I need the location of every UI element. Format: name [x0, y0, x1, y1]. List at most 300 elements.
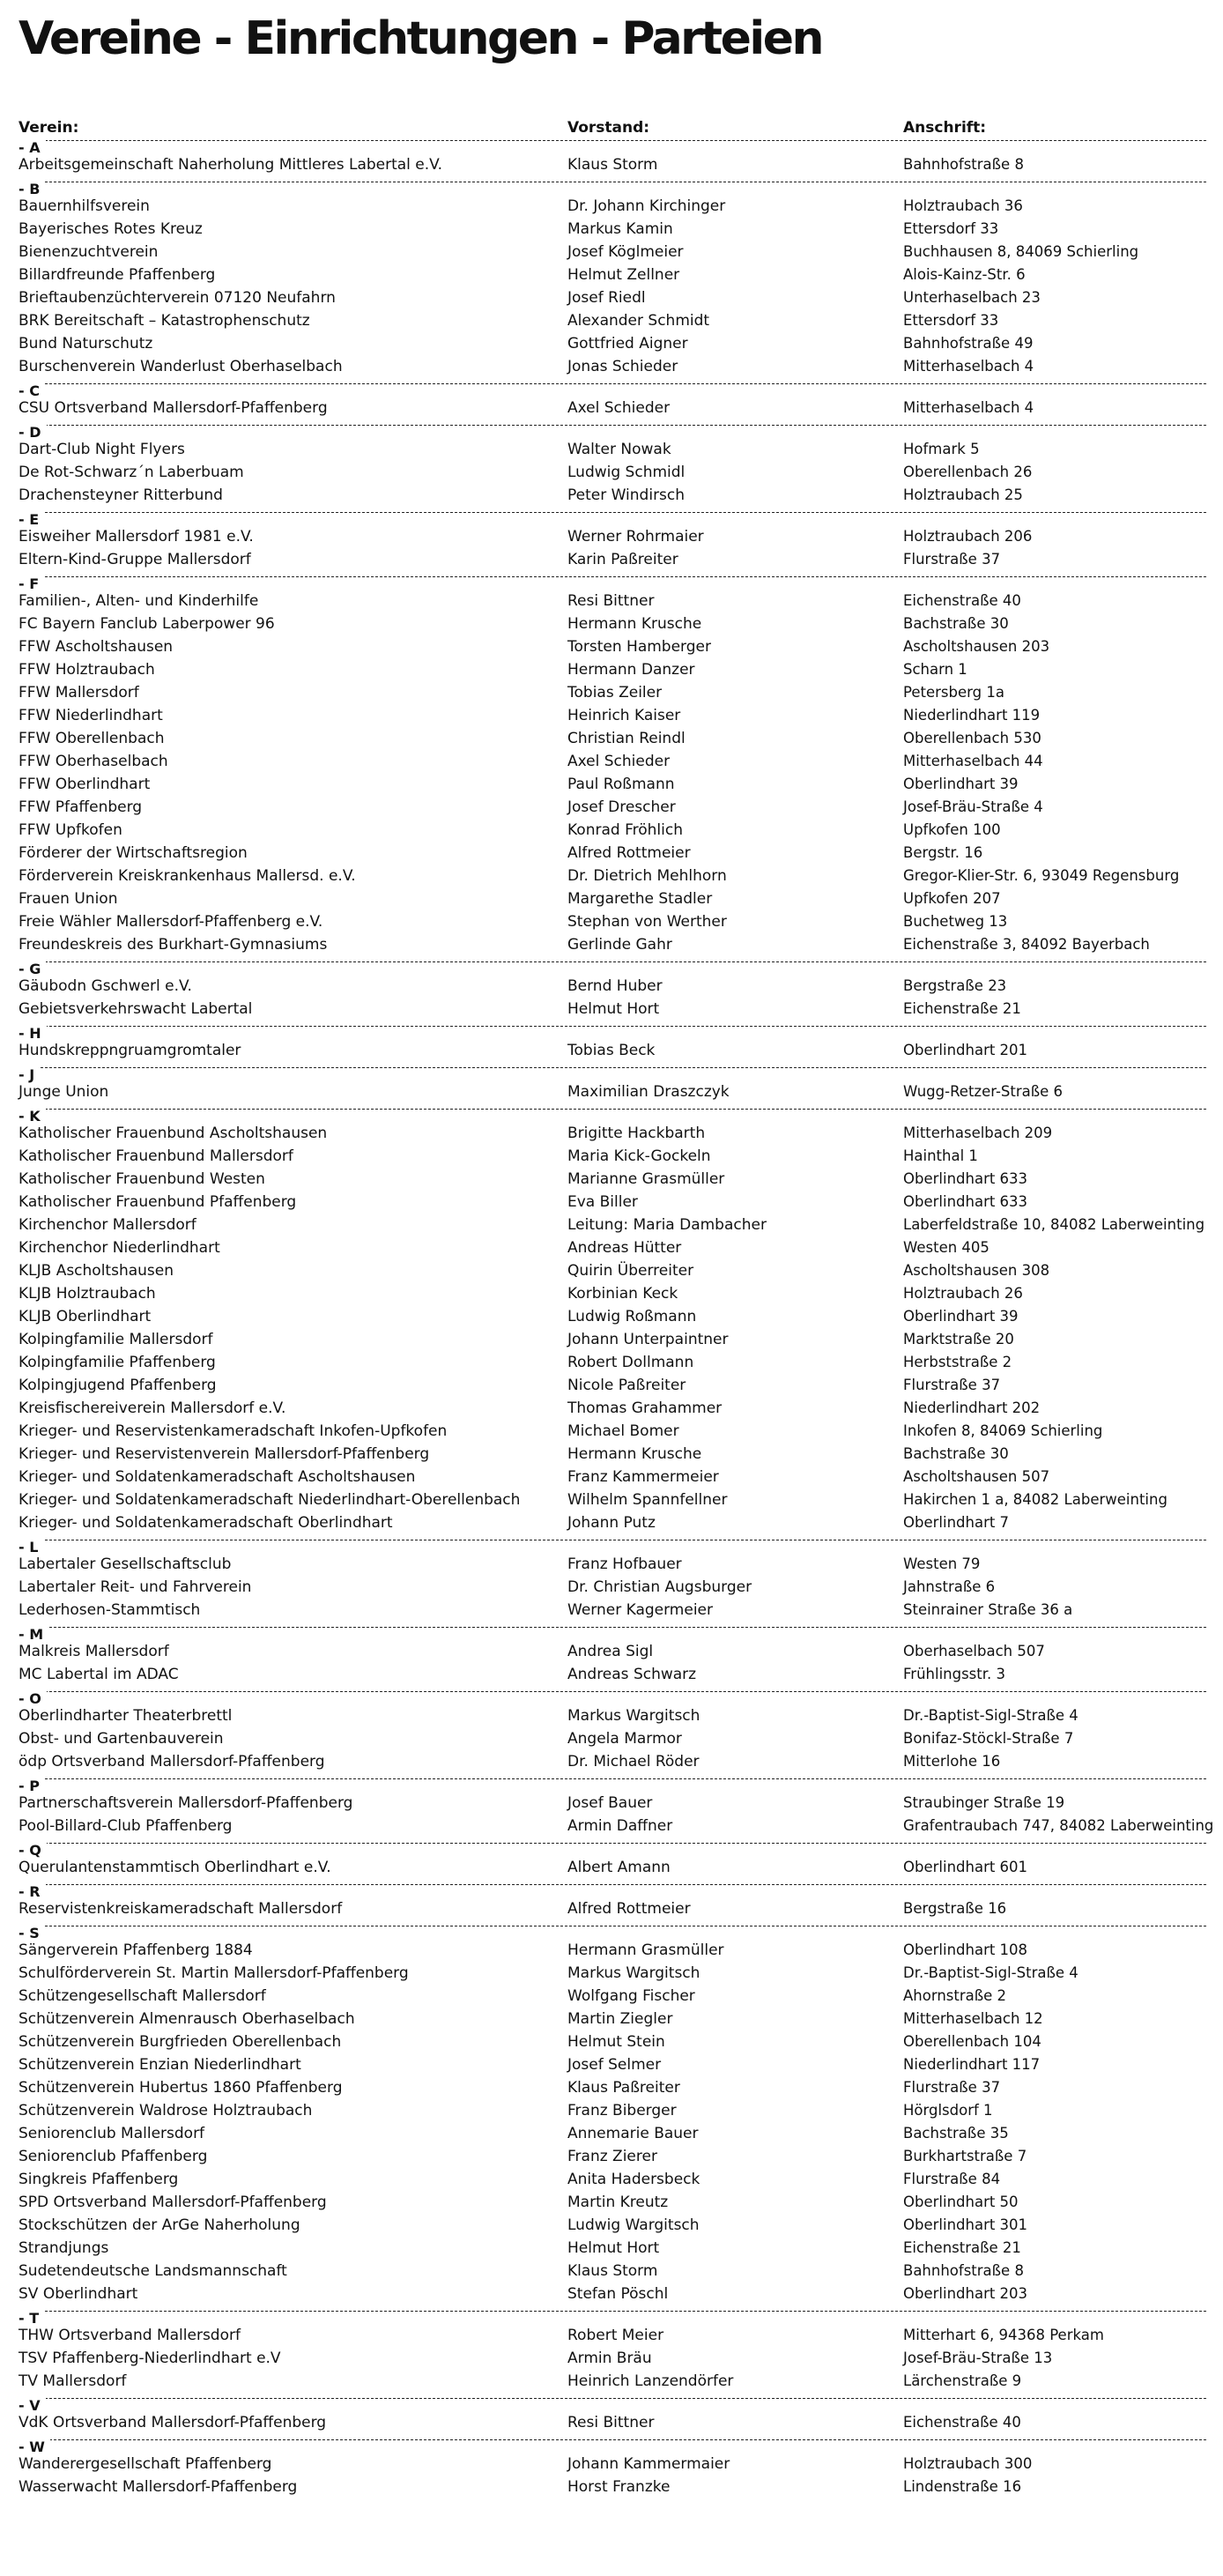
anschrift-address: Hainthal 1: [903, 1147, 978, 1164]
dashed-divider: [19, 1026, 1206, 1027]
table-row: [19, 1962, 1206, 1985]
verein-name: Drachensteyner Ritterbund: [19, 486, 223, 504]
table-row: [19, 2283, 1206, 2305]
table-row: [19, 887, 1206, 910]
vorstand-name: Brigitte Hackbarth: [567, 1125, 706, 1142]
section-letter: - A: [19, 140, 46, 156]
anschrift-address: Niederlindhart 202: [903, 1399, 1041, 1416]
table-row: [19, 484, 1206, 507]
anschrift-address: Steinrainer Straße 36 a: [903, 1601, 1073, 1618]
vorstand-name: Maria Kick-Gockeln: [567, 1147, 711, 1165]
verein-name: Kreisfischereiverein Mallersdorf e.V.: [19, 1399, 286, 1417]
verein-name: FFW Upfkofen: [19, 821, 122, 839]
vorstand-name: Marianne Grasmüller: [567, 1170, 725, 1188]
anschrift-address: Bachstraße 30: [903, 1445, 1009, 1462]
verein-name: Kolpingjugend Pfaffenberg: [19, 1377, 217, 1394]
section-header: [19, 1840, 1206, 1859]
anschrift-address: Dr.-Baptist-Sigl-Straße 4: [903, 1964, 1078, 1981]
vorstand-name: Klaus Storm: [567, 156, 658, 174]
vorstand-name: Maximilian Draszczyk: [567, 1083, 730, 1101]
vorstand-name: Werner Rohrmaier: [567, 528, 704, 546]
vorstand-name: Resi Bittner: [567, 592, 655, 610]
verein-name: Gebietsverkehrswacht Labertal: [19, 1000, 253, 1018]
verein-name: SV Oberlindhart: [19, 2285, 138, 2303]
verein-name: Obst- und Gartenbauverein: [19, 1730, 224, 1748]
verein-name: Labertaler Gesellschaftsclub: [19, 1555, 232, 1573]
table-row: [19, 286, 1206, 309]
verein-name: Lederhosen-Stammtisch: [19, 1601, 201, 1619]
anschrift-address: Oberlindhart 203: [903, 2285, 1028, 2302]
anschrift-address: Holztraubach 25: [903, 486, 1023, 503]
table-row: [19, 525, 1206, 548]
verein-name: FFW Oberlindhart: [19, 776, 151, 793]
table-row: [19, 1397, 1206, 1420]
verein-name: Partnerschaftsverein Mallersdorf-Pfaffenberg: [19, 1794, 353, 1812]
anschrift-address: Bergstraße 16: [903, 1900, 1007, 1917]
dashed-divider: [19, 2311, 1206, 2312]
vorstand-name: Franz Biberger: [567, 2102, 677, 2119]
verein-name: TSV Pfaffenberg-Niederlindhart e.V: [19, 2350, 281, 2367]
verein-name: Krieger- und Soldatenkameradschaft Niederlindhart-Oberellenbach: [19, 1491, 521, 1509]
anschrift-address: Jahnstraße 6: [903, 1578, 996, 1595]
verein-name: Schulförderverein St. Martin Mallersdorf-Pfaffenberg: [19, 1964, 409, 1982]
anschrift-address: Ascholtshausen 308: [903, 1262, 1050, 1279]
table-row: [19, 1488, 1206, 1511]
anschrift-address: Hofmark 5: [903, 441, 980, 457]
verein-name: Querulantenstammtisch Oberlindhart e.V.: [19, 1859, 331, 1876]
anschrift-address: Oberlindhart 301: [903, 2216, 1028, 2233]
verein-name: KLJB Oberlindhart: [19, 1308, 152, 1325]
verein-name: FFW Ascholtshausen: [19, 638, 174, 656]
anschrift-address: Niederlindhart 117: [903, 2056, 1041, 2073]
anschrift-address: Flurstraße 37: [903, 551, 1001, 568]
anschrift-address: Westen 79: [903, 1555, 981, 1572]
verein-name: Strandjungs: [19, 2239, 109, 2257]
verein-name: MC Labertal im ADAC: [19, 1666, 179, 1683]
section-header: [19, 1776, 1206, 1792]
table-row: [19, 1985, 1206, 2008]
table-row: [19, 796, 1206, 819]
verein-name: Krieger- und Soldatenkameradschaft Ascholtshausen: [19, 1468, 416, 1486]
verein-name: KLJB Ascholtshausen: [19, 1262, 174, 1280]
table-row: [19, 2476, 1206, 2498]
table-row: [19, 264, 1206, 286]
table-row: [19, 998, 1206, 1021]
table-row: [19, 2191, 1206, 2214]
anschrift-address: Gregor-Klier-Str. 6, 93049 Regensburg: [903, 867, 1180, 884]
vorstand-name: Leitung: Maria Dambacher: [567, 1216, 767, 1234]
vorstand-name: Konrad Fröhlich: [567, 821, 683, 839]
section-header: [19, 1065, 1206, 1083]
vorstand-name: Robert Meier: [567, 2327, 664, 2344]
vorstand-name: Alexander Schmidt: [567, 312, 710, 330]
table-row: [19, 1236, 1206, 1259]
verein-name: Katholischer Frauenbund Westen: [19, 1170, 265, 1188]
anschrift-address: Mitterlohe 16: [903, 1753, 1001, 1770]
dashed-divider: [19, 383, 1206, 384]
verein-name: Familien-, Alten- und Kinderhilfe: [19, 592, 259, 610]
section-header: [19, 959, 1206, 975]
verein-name: FFW Niederlindhart: [19, 707, 163, 724]
table-row: [19, 865, 1206, 887]
vorstand-name: Wolfgang Fischer: [567, 1987, 695, 2005]
verein-name: Malkreis Mallersdorf: [19, 1643, 169, 1660]
anschrift-address: Flurstraße 37: [903, 2079, 1001, 2096]
anschrift-address: Herbststraße 2: [903, 1354, 1012, 1370]
table-row: [19, 933, 1206, 956]
table-row: [19, 1511, 1206, 1534]
section-header: [19, 137, 1206, 156]
table-row: [19, 773, 1206, 796]
vorstand-name: Stephan von Werther: [567, 913, 727, 931]
table-row: [19, 727, 1206, 750]
anschrift-address: Scharn 1: [903, 661, 967, 678]
verein-name: Kolpingfamilie Pfaffenberg: [19, 1354, 216, 1371]
vorstand-name: Nicole Paßreiter: [567, 1377, 686, 1394]
vorstand-name: Quirin Überreiter: [567, 1262, 694, 1280]
anschrift-address: Laberfeldstraße 10, 84082 Laberweinting: [903, 1216, 1205, 1233]
vorstand-name: Martin Ziegler: [567, 2010, 673, 2028]
anschrift-address: Frühlingsstr. 3: [903, 1666, 1006, 1682]
anschrift-address: Westen 405: [903, 1239, 990, 1256]
section-header: [19, 1023, 1206, 1042]
section-letter: - M: [19, 1627, 48, 1643]
table-row: [19, 1122, 1206, 1145]
table-row: [19, 1599, 1206, 1622]
verein-name: Bauernhilfsverein: [19, 197, 150, 215]
anschrift-address: Lärchenstraße 9: [903, 2372, 1022, 2389]
vorstand-name: Andreas Hütter: [567, 1239, 682, 1257]
table-row: [19, 461, 1206, 484]
verein-name: Labertaler Reit- und Fahrverein: [19, 1578, 252, 1596]
vorstand-name: Paul Roßmann: [567, 776, 675, 793]
column-header-vorstand: Vorstand:: [567, 119, 650, 137]
section-header: [19, 179, 1206, 195]
vorstand-name: Peter Windirsch: [567, 486, 686, 504]
table-row: [19, 1420, 1206, 1443]
section-letter: - O: [19, 1691, 47, 1707]
section-letter: - D: [19, 425, 47, 441]
vorstand-name: Ludwig Wargitsch: [567, 2216, 700, 2234]
section-letter: - T: [19, 2311, 44, 2327]
table-row: [19, 1815, 1214, 1837]
verein-name: Junge Union: [19, 1083, 109, 1101]
anschrift-address: Mitterhaselbach 4: [903, 358, 1034, 375]
anschrift-address: Oberlindhart 50: [903, 2194, 1019, 2210]
anschrift-address: Eichenstraße 21: [903, 2239, 1021, 2256]
vorstand-name: Josef Drescher: [567, 798, 676, 816]
verein-name: Katholischer Frauenbund Ascholtshausen: [19, 1125, 328, 1142]
anschrift-address: Holztraubach 206: [903, 528, 1033, 545]
anschrift-address: Holztraubach 26: [903, 1285, 1023, 1302]
section-letter: - V: [19, 2398, 46, 2414]
table-row: [19, 1282, 1206, 1305]
verein-name: THW Ortsverband Mallersdorf: [19, 2327, 241, 2344]
vorstand-name: Franz Kammermeier: [567, 1468, 719, 1486]
verein-name: Bienenzuchtverein: [19, 243, 159, 261]
verein-name: FFW Pfaffenberg: [19, 798, 143, 816]
vorstand-name: Hermann Krusche: [567, 1445, 702, 1463]
vorstand-name: Thomas Grahammer: [567, 1399, 723, 1417]
anschrift-address: Burkhartstraße 7: [903, 2148, 1027, 2164]
table-row: [19, 2347, 1206, 2370]
table-row: [19, 2145, 1206, 2168]
anschrift-address: Eichenstraße 21: [903, 1000, 1021, 1017]
verein-name: FFW Holztraubach: [19, 661, 155, 679]
table-row: [19, 397, 1206, 419]
anschrift-address: Eichenstraße 40: [903, 592, 1021, 609]
anschrift-address: Bachstraße 35: [903, 2125, 1009, 2142]
verein-name: Dart-Club Night Flyers: [19, 441, 185, 458]
column-header-verein: Verein:: [19, 119, 79, 137]
anschrift-address: Oberellenbach 530: [903, 730, 1041, 746]
table-row: [19, 1792, 1206, 1815]
verein-name: Schützenverein Hubertus 1860 Pfaffenberg: [19, 2079, 343, 2097]
table-row: [19, 1576, 1206, 1599]
verein-name: Seniorenclub Pfaffenberg: [19, 2148, 208, 2165]
table-row: [19, 1750, 1206, 1773]
anschrift-address: Ahornstraße 2: [903, 1987, 1007, 2004]
vorstand-name: Hermann Danzer: [567, 661, 695, 679]
verein-name: CSU Ortsverband Mallersdorf-Pfaffenberg: [19, 399, 328, 417]
vorstand-name: Gerlinde Gahr: [567, 936, 672, 954]
vorstand-name: Jonas Schieder: [567, 358, 678, 375]
anschrift-address: Mitterhaselbach 44: [903, 753, 1043, 769]
vorstand-name: Josef Riedl: [567, 289, 646, 307]
verein-name: ödp Ortsverband Mallersdorf-Pfaffenberg: [19, 1753, 325, 1771]
table-row: [19, 1191, 1206, 1214]
section-header: [19, 1624, 1206, 1643]
verein-name: Gäubodn Gschwerl e.V.: [19, 977, 192, 995]
anschrift-address: Lindenstraße 16: [903, 2478, 1022, 2495]
vorstand-name: Walter Nowak: [567, 441, 671, 458]
anschrift-address: Mitterhaselbach 4: [903, 399, 1034, 416]
anschrift-address: Bahnhofstraße 49: [903, 335, 1034, 352]
table-row: [19, 910, 1206, 933]
vorstand-name: Josef Selmer: [567, 2056, 662, 2074]
verein-name: Schützenverein Burgfrieden Oberellenbach: [19, 2033, 342, 2051]
page-title: Vereine - Einrichtungen - Parteien: [19, 12, 823, 65]
verein-name: Seniorenclub Mallersdorf: [19, 2125, 205, 2142]
verein-name: Reservistenkreiskameradschaft Mallersdorf: [19, 1900, 343, 1918]
table-row: [19, 1259, 1206, 1282]
vorstand-name: Tobias Beck: [567, 1042, 656, 1059]
verein-name: Pool-Billard-Club Pfaffenberg: [19, 1817, 233, 1835]
table-row: [19, 2260, 1206, 2283]
table-row: [19, 2237, 1206, 2260]
section-letter: - E: [19, 512, 44, 528]
verein-name: Katholischer Frauenbund Mallersdorf: [19, 1147, 293, 1165]
table-row: [19, 1897, 1206, 1920]
table-row: [19, 309, 1206, 332]
verein-name: Wasserwacht Mallersdorf-Pfaffenberg: [19, 2478, 298, 2496]
verein-name: Kirchenchor Niederlindhart: [19, 1239, 220, 1257]
vorstand-name: Torsten Hamberger: [567, 638, 711, 656]
verein-name: Hundskreppngruamgromtaler: [19, 1042, 241, 1059]
verein-name: Singkreis Pfaffenberg: [19, 2171, 179, 2188]
anschrift-address: Ascholtshausen 507: [903, 1468, 1050, 1485]
verein-name: Bayerisches Rotes Kreuz: [19, 220, 203, 238]
verein-name: KLJB Holztraubach: [19, 1285, 156, 1303]
section-letter: - Q: [19, 1843, 47, 1859]
association-list: [19, 137, 1214, 2501]
verein-name: Schützenverein Enzian Niederlindhart: [19, 2056, 301, 2074]
vorstand-name: Dr. Johann Kirchinger: [567, 197, 726, 215]
vorstand-name: Christian Reindl: [567, 730, 686, 747]
table-row: [19, 2053, 1206, 2076]
anschrift-address: Oberlindhart 108: [903, 1941, 1028, 1958]
verein-name: Schützenverein Waldrose Holztraubach: [19, 2102, 313, 2119]
anschrift-address: Oberlindhart 7: [903, 1514, 1010, 1531]
table-row: [19, 750, 1206, 773]
table-row: [19, 842, 1206, 865]
anschrift-address: Oberlindhart 201: [903, 1042, 1028, 1058]
anschrift-address: Dr.-Baptist-Sigl-Straße 4: [903, 1707, 1078, 1724]
dashed-divider: [19, 1627, 1206, 1628]
section-letter: - S: [19, 1926, 45, 1941]
vorstand-name: Axel Schieder: [567, 399, 671, 417]
vorstand-name: Josef Köglmeier: [567, 243, 684, 261]
section-header: [19, 422, 1206, 441]
verein-name: Katholischer Frauenbund Pfaffenberg: [19, 1193, 297, 1211]
vorstand-name: Michael Bomer: [567, 1422, 679, 1440]
verein-name: SPD Ortsverband Mallersdorf-Pfaffenberg: [19, 2194, 327, 2211]
table-row: [19, 1374, 1206, 1397]
verein-name: Wanderergesellschaft Pfaffenberg: [19, 2455, 272, 2473]
table-row: [19, 241, 1206, 264]
table-row: [19, 1039, 1206, 1062]
table-row: [19, 1168, 1206, 1191]
table-row: [19, 2168, 1206, 2191]
anschrift-address: Upfkofen 207: [903, 890, 1001, 907]
table-row: [19, 2099, 1206, 2122]
table-row: [19, 1939, 1206, 1962]
anschrift-address: Bahnhofstraße 8: [903, 156, 1024, 173]
verein-name: VdK Ortsverband Mallersdorf-Pfaffenberg: [19, 2414, 327, 2431]
anschrift-address: Bonifaz-Stöckl-Straße 7: [903, 1730, 1074, 1747]
table-row: [19, 195, 1206, 218]
vorstand-name: Horst Franzke: [567, 2478, 671, 2496]
anschrift-address: Holztraubach 36: [903, 197, 1023, 214]
verein-name: FFW Mallersdorf: [19, 684, 139, 702]
table-row: [19, 1856, 1206, 1879]
anschrift-address: Alois-Kainz-Str. 6: [903, 266, 1026, 283]
section-header: [19, 2308, 1206, 2327]
table-row: [19, 153, 1206, 176]
dashed-divider: [19, 576, 1206, 577]
vorstand-name: Alfred Rottmeier: [567, 1900, 691, 1918]
dashed-divider: [19, 1884, 1206, 1885]
verein-name: Förderer der Wirtschaftsregion: [19, 844, 248, 862]
vorstand-name: Heinrich Kaiser: [567, 707, 681, 724]
section-header: [19, 2437, 1206, 2453]
vorstand-name: Josef Bauer: [567, 1794, 653, 1812]
vorstand-name: Armin Bräu: [567, 2350, 652, 2367]
verein-name: Sängerverein Pfaffenberg 1884: [19, 1941, 253, 1959]
dashed-divider: [19, 1691, 1206, 1692]
anschrift-address: Upfkofen 100: [903, 821, 1001, 838]
verein-name: TV Mallersdorf: [19, 2372, 127, 2390]
vorstand-name: Werner Kagermeier: [567, 1601, 713, 1619]
vorstand-name: Tobias Zeiler: [567, 684, 663, 702]
table-row: [19, 2453, 1206, 2476]
verein-name: Förderverein Kreiskrankenhaus Mallersd. e.V.: [19, 867, 356, 885]
vorstand-name: Franz Hofbauer: [567, 1555, 682, 1573]
vorstand-name: Robert Dollmann: [567, 1354, 694, 1371]
section-header: [19, 1689, 1206, 1707]
anschrift-address: Eichenstraße 3, 84092 Bayerbach: [903, 936, 1150, 953]
table-row: [19, 2030, 1206, 2053]
anschrift-address: Bergstr. 16: [903, 844, 983, 861]
vorstand-name: Helmut Hort: [567, 1000, 660, 1018]
anschrift-address: Oberellenbach 26: [903, 464, 1033, 480]
anschrift-address: Ascholtshausen 203: [903, 638, 1050, 655]
section-letter: - R: [19, 1884, 46, 1900]
anschrift-address: Marktstraße 20: [903, 1331, 1014, 1347]
verein-name: Krieger- und Reservistenkameradschaft Inkofen-Upfkofen: [19, 1422, 448, 1440]
dashed-divider: [19, 1109, 1206, 1110]
verein-name: Krieger- und Reservistenverein Mallersdorf-Pfaffenberg: [19, 1445, 430, 1463]
table-row: [19, 612, 1206, 635]
table-row: [19, 1328, 1206, 1351]
dashed-divider: [19, 2398, 1206, 2399]
anschrift-address: Oberlindhart 39: [903, 1308, 1019, 1325]
vorstand-name: Hermann Krusche: [567, 615, 702, 633]
table-row: [19, 1727, 1206, 1750]
vorstand-name: Ludwig Roßmann: [567, 1308, 697, 1325]
anschrift-address: Wugg-Retzer-Straße 6: [903, 1083, 1064, 1100]
anschrift-address: Oberellenbach 104: [903, 2033, 1041, 2050]
verein-name: Freie Wähler Mallersdorf-Pfaffenberg e.V.: [19, 913, 323, 931]
section-spacer: [19, 2498, 1206, 2501]
vorstand-name: Korbinian Keck: [567, 1285, 678, 1303]
section-header: [19, 574, 1206, 590]
anschrift-address: Buchetweg 13: [903, 913, 1008, 930]
anschrift-address: Buchhausen 8, 84069 Schierling: [903, 243, 1139, 260]
anschrift-address: Hörglsdorf 1: [903, 2102, 993, 2119]
table-row: [19, 1214, 1206, 1236]
verein-name: Arbeitsgemeinschaft Naherholung Mittleres Labertal e.V.: [19, 156, 443, 174]
verein-name: Sudetendeutsche Landsmannschaft: [19, 2262, 287, 2280]
table-row: [19, 548, 1206, 571]
verein-name: FC Bayern Fanclub Laberpower 96: [19, 615, 275, 633]
section-letter: - L: [19, 1540, 43, 1555]
vorstand-name: Dr. Michael Röder: [567, 1753, 700, 1771]
vorstand-name: Ludwig Schmidl: [567, 464, 686, 481]
vorstand-name: Resi Bittner: [567, 2414, 655, 2431]
verein-name: Eisweiher Mallersdorf 1981 e.V.: [19, 528, 254, 546]
verein-name: Krieger- und Soldatenkameradschaft Oberlindhart: [19, 1514, 393, 1532]
vorstand-name: Anita Hadersbeck: [567, 2171, 700, 2188]
section-header: [19, 1882, 1206, 1900]
section-letter: - B: [19, 182, 45, 197]
vorstand-name: Markus Wargitsch: [567, 1707, 700, 1725]
table-row: [19, 1443, 1206, 1466]
table-row: [19, 635, 1206, 658]
vorstand-name: Alfred Rottmeier: [567, 844, 691, 862]
dashed-divider: [19, 425, 1206, 426]
vorstand-name: Franz Zierer: [567, 2148, 657, 2165]
verein-name: Kolpingfamilie Mallersdorf: [19, 1331, 213, 1348]
anschrift-address: Niederlindhart 119: [903, 707, 1041, 724]
table-row: [19, 1305, 1206, 1328]
verein-name: Stockschützen der ArGe Naherholung: [19, 2216, 300, 2234]
vorstand-name: Klaus Paßreiter: [567, 2079, 680, 2097]
vorstand-name: Wilhelm Spannfellner: [567, 1491, 728, 1509]
section-header: [19, 1537, 1206, 1553]
table-row: [19, 1080, 1206, 1103]
vorstand-name: Gottfried Aigner: [567, 335, 688, 353]
